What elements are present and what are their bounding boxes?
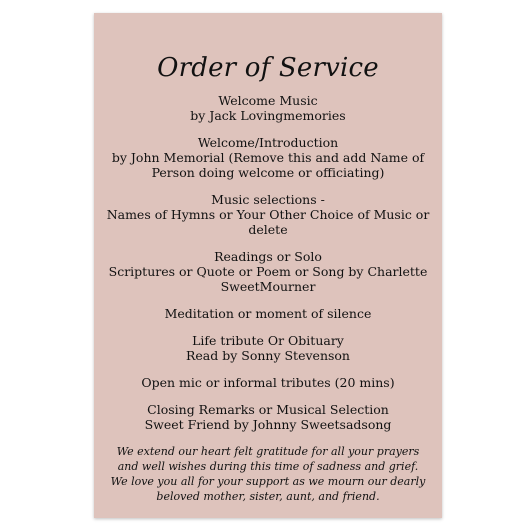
service-section-readings: [94, 249, 442, 294]
section-line: Meditation or moment of silence: [164, 306, 372, 321]
section-line: Person doing welcome or officiating): [151, 165, 385, 180]
section-line: by John Memorial (Remove this and add Name of: [111, 150, 425, 165]
page-title: Order of Service: [157, 53, 379, 83]
closing-line: and well wishes during this time of sadness and grief.: [117, 460, 419, 473]
service-section-music-selections: [94, 192, 442, 237]
section-line: by Jack Lovingmemories: [190, 108, 346, 123]
section-line: Closing Remarks or Musical Selection: [147, 402, 389, 417]
program-card: [94, 13, 442, 518]
closing-message: [94, 444, 442, 504]
closing-line: beloved mother, sister, aunt, and friend.: [156, 490, 380, 503]
service-section-life-tribute: [94, 333, 442, 363]
section-line: Readings or Solo: [214, 249, 322, 264]
section-line: Welcome/Introduction: [197, 135, 339, 150]
section-line: Welcome Music: [218, 93, 318, 108]
service-section-closing-remarks: [94, 402, 442, 432]
section-line: Scriptures or Quote or Poem or Song by Charlette: [108, 264, 428, 279]
section-line: Read by Sonny Stevenson: [186, 348, 350, 363]
section-line: Sweet Friend by Johnny Sweetsadsong: [144, 417, 392, 432]
service-section-welcome-music: [94, 93, 442, 123]
section-line: Life tribute Or Obituary: [192, 333, 344, 348]
service-section-open-mic: [94, 375, 442, 390]
section-line: SweetMourner: [220, 279, 316, 294]
section-line: Open mic or informal tributes (20 mins): [141, 375, 395, 390]
service-section-meditation: [94, 306, 442, 321]
closing-line: We love you all for your support as we mourn our dearly: [110, 475, 426, 488]
section-line: delete: [248, 222, 288, 237]
service-section-welcome-introduction: [94, 135, 442, 180]
section-line: Names of Hymns or Your Other Choice of Music or: [106, 207, 430, 222]
closing-line: We extend our heart felt gratitude for all your prayers: [116, 445, 420, 458]
section-line: Music selections -: [211, 192, 325, 207]
